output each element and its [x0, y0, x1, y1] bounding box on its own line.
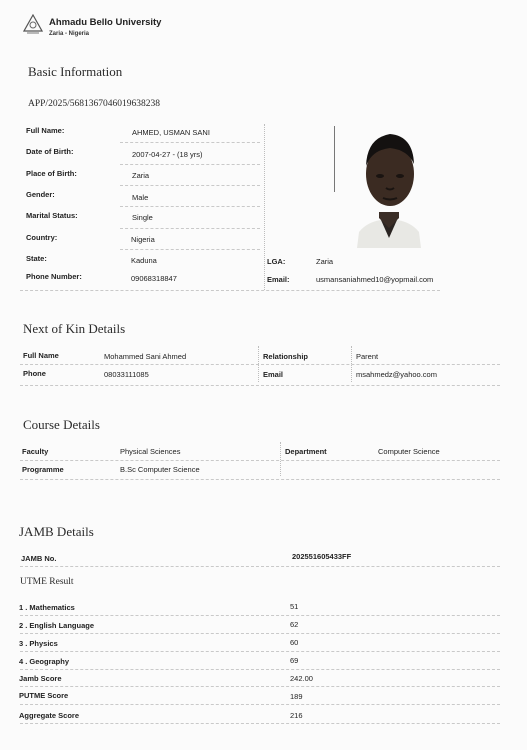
lga-value: Zaria — [316, 257, 334, 266]
faculty-value: Physical Sciences — [120, 447, 181, 456]
subject-4-score: 69 — [290, 656, 299, 665]
programme-label: Programme — [22, 465, 64, 474]
university-logo — [23, 14, 43, 34]
subject-2-score: 62 — [290, 620, 299, 629]
jamb-no-value: 202551605433FF — [292, 552, 352, 561]
row-rule — [120, 249, 260, 250]
phone-number-value: 09068318847 — [131, 274, 177, 283]
row-rule — [20, 566, 500, 567]
row-rule — [20, 686, 500, 687]
row-rule — [20, 633, 500, 634]
row-rule — [120, 185, 260, 186]
kin-relationship-value: Parent — [356, 352, 379, 361]
marital-status-value: Single — [132, 213, 153, 222]
row-rule — [20, 651, 500, 652]
kin-phone-value: 08033111085 — [104, 370, 149, 379]
course-details-title: Course Details — [23, 417, 100, 432]
kin-full-name-value: Mohammed Sani Ahmed — [104, 352, 187, 361]
faculty-label: Faculty — [22, 447, 49, 456]
kin-email-value: msahmedz@yahoo.com — [356, 370, 437, 379]
university-location: Zaria - Nigeria — [49, 31, 90, 37]
passport-photo — [353, 128, 425, 248]
basic-info-title: Basic Information — [28, 64, 123, 79]
next-of-kin-title: Next of Kin Details — [23, 321, 126, 336]
email-label: Email: — [267, 275, 290, 284]
place-of-birth-value: Zaria — [132, 171, 150, 180]
full-name-value: AHMED, USMAN SANI — [132, 128, 210, 137]
row-rule — [20, 364, 500, 365]
university-name: Ahmadu Bello University — [49, 17, 162, 28]
department-value: Computer Science — [378, 447, 440, 456]
place-of-birth-label: Place of Birth: — [26, 169, 77, 178]
putme-score-value: 189 — [290, 692, 303, 701]
row-rule — [20, 290, 440, 291]
jamb-no-label: JAMB No. — [21, 554, 57, 563]
jamb-score-label: Jamb Score — [19, 674, 62, 683]
subject-1-score: 51 — [290, 602, 299, 611]
row-rule — [20, 615, 500, 616]
country-label: Country: — [26, 233, 58, 242]
subject-1-label: 1 . Mathematics — [19, 603, 75, 612]
lga-label: LGA: — [267, 257, 286, 266]
row-rule — [120, 206, 260, 207]
row-rule — [20, 460, 500, 461]
gender-value: Male — [132, 193, 149, 202]
jamb-score-value: 242.00 — [290, 674, 313, 683]
subject-4-label: 4 . Geography — [19, 657, 70, 666]
programme-value: B.Sc Computer Science — [120, 465, 200, 474]
subject-3-label: 3 . Physics — [19, 639, 58, 648]
row-rule — [120, 164, 260, 165]
full-name-label: Full Name: — [26, 126, 65, 135]
course-divider — [280, 442, 281, 476]
dob-label: Date of Birth: — [26, 147, 74, 156]
photo-divider — [334, 126, 335, 192]
row-rule — [20, 479, 500, 480]
aggregate-score-label: Aggregate Score — [19, 711, 80, 720]
row-rule — [120, 142, 260, 143]
state-label: State: — [26, 254, 47, 263]
application-id: APP/2025/5681367046019638238 — [28, 99, 160, 109]
phone-number-label: Phone Number: — [26, 272, 82, 281]
country-value: Nigeria — [131, 235, 155, 244]
row-rule — [20, 669, 500, 670]
kin-full-name-label: Full Name — [23, 351, 59, 360]
basic-divider — [264, 124, 265, 290]
dob-value: 2007-04-27 - (18 yrs) — [132, 150, 203, 159]
kin-email-label: Email — [263, 370, 284, 379]
marital-status-label: Marital Status: — [26, 211, 78, 220]
row-rule — [120, 228, 260, 229]
kin-relationship-label: Relationship — [263, 352, 309, 361]
row-rule — [20, 704, 500, 705]
kin-phone-label: Phone — [23, 369, 46, 378]
row-rule — [20, 385, 500, 386]
row-rule — [20, 723, 500, 724]
email-value: usmansaniahmed10@yopmail.com — [316, 275, 434, 284]
utme-result-title: UTME Result — [20, 577, 74, 587]
state-value: Kaduna — [131, 256, 157, 265]
subject-3-score: 60 — [290, 638, 299, 647]
jamb-details-title: JAMB Details — [19, 524, 94, 539]
subject-2-label: 2 . English Language — [19, 621, 95, 630]
department-label: Department — [285, 447, 327, 456]
aggregate-score-value: 216 — [290, 711, 303, 720]
putme-score-label: PUTME Score — [19, 691, 69, 700]
gender-label: Gender: — [26, 190, 55, 199]
